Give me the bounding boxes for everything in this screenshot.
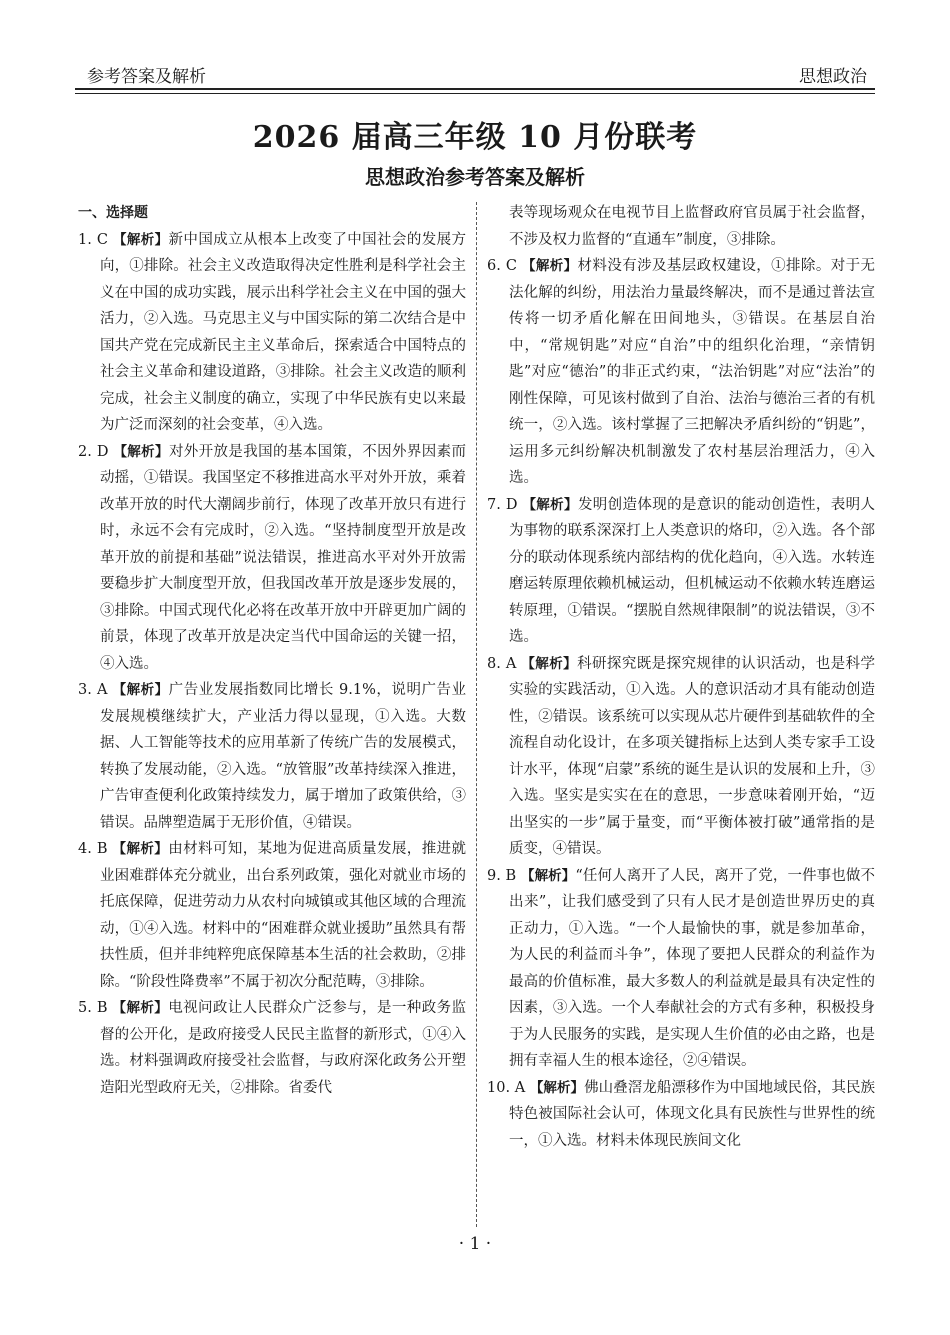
header-right-label: 思想政治 (799, 67, 867, 87)
analysis-label: 【解析】 (529, 1079, 585, 1096)
question-number: 10. A (487, 1079, 526, 1096)
analysis-label: 【解析】 (521, 258, 578, 274)
analysis-text: 佛山叠滘龙船漂移作为中国地域民俗，其民族特色被国际社会认可，体现文化具有民族性与世界性的统一，①入选。材料未体现民族间文化 (509, 1079, 876, 1149)
header-rule (75, 88, 875, 90)
answer-item-3 (78, 677, 466, 836)
analysis-text: 科研探究既是探究规律的认识活动，也是科学实验的实践活动，①入选。人的意识活动才具有能动创造性，②错误。该系统可以实现从芯片硬件到基础软件的全流程自动化设计，在多项关键指标上达到人类专家手工设计水平，体现“启蒙”系统的诞生是认识的发展和上升，③入选。坚实是实实在在的意思，一步意味着刚开始，“迈出坚实的一步”属于量变，而“平衡体被打破”通常指的是质变，④错误。 (509, 655, 876, 857)
analysis-label: 【解析】 (520, 867, 576, 884)
answer-item-8 (487, 651, 875, 863)
answer-item-7 (487, 492, 875, 651)
analysis-text: “任何人离开了人民，离开了党，一件事也做不出来”，让我们感受到了只有人民才是创造世界历史的真正动力，①入选。“一个人最愉快的事，就是参加革命，为人民的利益而斗争”，体现了要把人民群众的利益作为最高的价值标准，最大多数人的利益就是最具有决定性的因素，③入选。一个人奉献社会的方式有多种，积极投身于为人民服务的实践，是实现人生价值的必由之路，也是拥有幸福人生的根本途径，②④错误。 (509, 867, 876, 1069)
page-subtitle: 思想政治参考答案及解析 (365, 165, 585, 189)
page-header (75, 58, 875, 94)
section-heading: 一、选择题 (78, 205, 148, 221)
question-number: 9. B (487, 867, 517, 884)
question-number: 6. C (487, 258, 517, 274)
answer-item-9 (487, 863, 875, 1075)
analysis-label: 【解析】 (112, 231, 169, 248)
left-column (78, 200, 466, 1101)
header-rule-thin (75, 93, 875, 94)
analysis-text: 由材料可知，某地为促进高质量发展，推进就业困难群体充分就业，出台系列政策，强化对就业市场的托底保障，促进劳动力从农村向城镇或其他区域的合理流动，①④入选。材料中的“困难群众就业援助”虽然具有帮扶性质，但并非纯粹兜底保障基本生活的社会救助，②排除。“阶段性降费率”不属于初次分配范畴，③排除。 (100, 841, 467, 990)
analysis-label: 【解析】 (112, 841, 169, 857)
answer-item-2 (78, 439, 466, 678)
analysis-text: 材料没有涉及基层政权建设，①排除。对于无法化解的纠纷，用法治力量最终解决，而不是通过普法宣传将一切矛盾化解在田间地头，③错误。在基层自治中，“常规钥匙”对应“自治”中的组织化治理，“亲情钥匙”对应“德治”的非正式约束，“法治钥匙”对应“法治”的刚性保障，可见该村做到了自治、法治与德治三者的有机统一，②入选。该村掌握了三把解决矛盾纠纷的“钥匙”，运用多元纠纷解决机制激发了农村基层治理活力，④入选。 (509, 258, 876, 486)
question-number: 3. A (78, 682, 108, 698)
page-number: · 1 · (458, 1234, 492, 1254)
answer-item-5-continued: 表等现场观众在电视节目上监督政府官员属于社会监督，不涉及权力监督的“直通车”制度，③排除。 (509, 205, 875, 248)
header-left-label: 参考答案及解析 (87, 67, 206, 87)
question-number: 2. D (78, 443, 109, 460)
analysis-label: 【解析】 (522, 496, 578, 513)
analysis-text: 发明创造体现的是意识的能动创造性，表明人为事物的联系深深打上人类意识的烙印，②入选。各个部分的联动体现系统内部结构的优化趋向，④入选。水转连磨运转原理依赖机械运动，但机械运动不依赖水转连磨运转原理，①错误。“摆脱自然规律限制”的说法错误，③不选。 (509, 496, 876, 645)
answer-item-5 (78, 995, 466, 1101)
analysis-text: 电视问政让人民群众广泛参与，是一种政务监督的公开化，是政府接受人民民主监督的新形式，①④入选。材料强调政府接受社会监督，与政府深化政务公开塑造阳光型政府无关，②排除。省委代 (100, 1000, 467, 1096)
question-number: 8. A (487, 655, 517, 672)
question-number: 4. B (78, 841, 108, 857)
right-column (487, 200, 875, 1154)
analysis-text: 新中国成立从根本上改变了中国社会的发展方向，①排除。社会主义改造取得决定性胜利是科学社会主义在中国的成功实践，展示出科学社会主义在中国的强大活力，②入选。马克思主义与中国实际的第二次结合是中国共产党在完成新民主主义革命后，探索适合中国特点的社会主义革命和建设道路，③排除。社会主义改造的顺利完成，社会主义制度的确立，实现了中华民族有史以来最为广泛而深刻的社会变革，④入选。 (100, 231, 467, 433)
analysis-text: 对外开放是我国的基本国策，不因外界因素而动摇，①错误。我国坚定不移推进高水平对外开放，乘着改革开放的时代大潮阔步前行，体现了改革开放只有进行时，永远不会有完成时，②入选。“坚持制度型开放是改革开放的前提和基础”说法错误，推进高水平对外开放需要稳步扩大制度型开放，但我国改革开放是逐步发展的，③排除。中国式现代化必将在改革开放中开辟更加广阔的前景，体现了改革开放是决定当代中国命运的关键一招，④入选。 (100, 443, 467, 672)
page-title: 2026 届高三年级 10 月份联考 (252, 120, 698, 155)
analysis-label: 【解析】 (112, 682, 169, 698)
analysis-label: 【解析】 (521, 655, 578, 672)
column-divider (476, 202, 477, 1227)
analysis-label: 【解析】 (112, 1000, 169, 1016)
question-number: 1. C (78, 231, 108, 248)
question-number: 7. D (487, 496, 518, 513)
answer-item-10 (487, 1075, 875, 1155)
analysis-label: 【解析】 (113, 443, 169, 460)
answer-item-6 (487, 253, 875, 492)
answer-item-4 (78, 836, 466, 995)
answer-item-1 (78, 227, 466, 439)
question-number: 5. B (78, 1000, 108, 1016)
analysis-text: 广告业发展指数同比增长 9.1%，说明广告业发展规模继续扩大，产业活力得以显现，①入选。大数据、人工智能等技术的应用革新了传统广告的发展模式，转换了发展动能，②入选。“放管服”改革持续深入推进，广告审查便利化政策持续发力，属于增加了政策供给，③错误。品牌塑造属于无形价值，④错误。 (100, 682, 467, 831)
